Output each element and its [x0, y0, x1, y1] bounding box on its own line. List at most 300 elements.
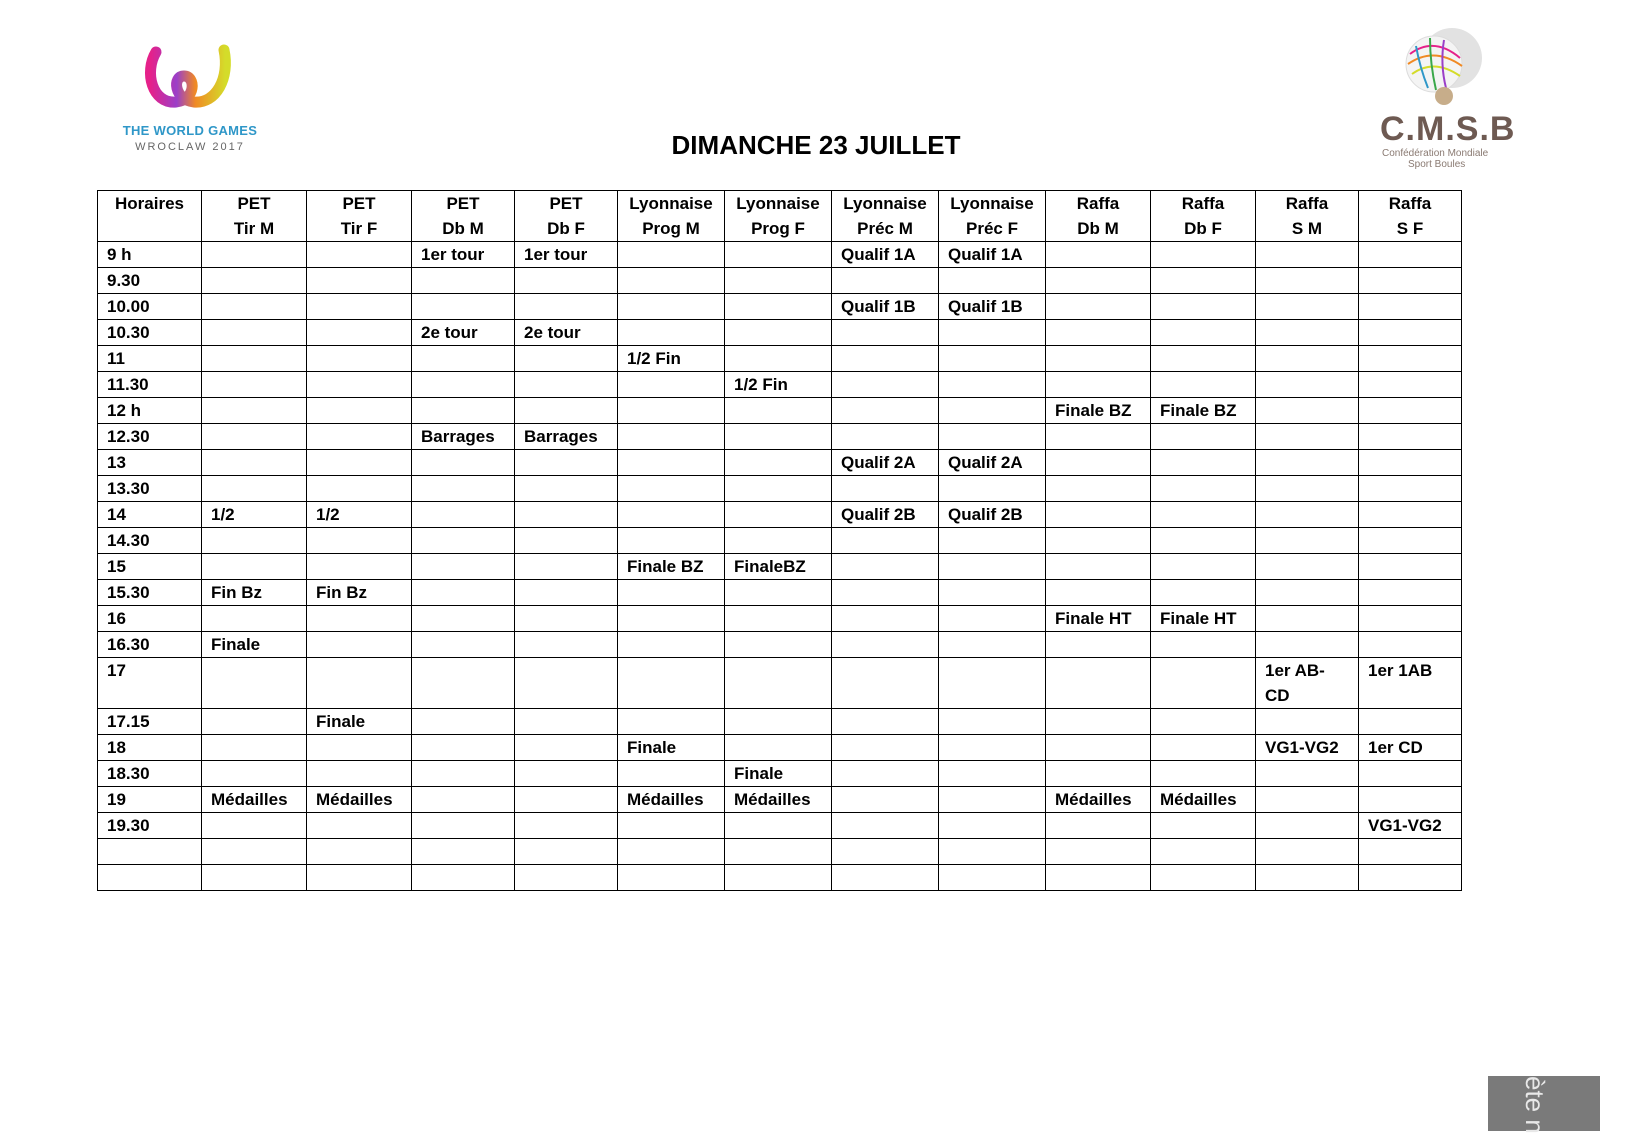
event-cell [307, 450, 412, 476]
event-cell [412, 502, 515, 528]
event-cell [618, 709, 725, 735]
event-cell [412, 528, 515, 554]
column-header-line-2: Db F [1184, 219, 1222, 238]
event-cell [515, 865, 618, 891]
time-cell: 19.30 [98, 813, 202, 839]
event-cell [515, 658, 618, 709]
column-header-line-1: Raffa [1388, 194, 1432, 213]
event-cell [515, 839, 618, 865]
event-cell [1256, 450, 1359, 476]
event-cell [832, 424, 939, 450]
time-cell: 17 [98, 658, 202, 709]
event-cell [412, 268, 515, 294]
event-cell [725, 320, 832, 346]
event-cell [1359, 242, 1462, 268]
column-header-line-1: Lyonnaise [843, 194, 927, 213]
event-cell [1359, 554, 1462, 580]
column-header-line-2: Préc M [857, 219, 913, 238]
event-cell [725, 398, 832, 424]
column-header-line-1: Horaires [115, 194, 184, 213]
globe-icon [1390, 24, 1490, 112]
event-cell: Qualif 2A [939, 450, 1046, 476]
event-cell [515, 294, 618, 320]
cmsb-subtitle-1: Confédération Mondiale [1382, 148, 1489, 159]
event-cell [307, 320, 412, 346]
column-header-line-2: Prog M [642, 219, 700, 238]
event-cell [939, 580, 1046, 606]
event-cell [832, 528, 939, 554]
event-cell [1151, 242, 1256, 268]
event-cell [515, 709, 618, 735]
event-cell [307, 735, 412, 761]
event-cell [412, 735, 515, 761]
event-cell [1151, 813, 1256, 839]
time-cell: 9.30 [98, 268, 202, 294]
event-cell [1151, 372, 1256, 398]
event-cell [515, 787, 618, 813]
event-cell [1359, 346, 1462, 372]
column-header-line-2: Prog F [751, 219, 805, 238]
time-cell: 12 h [98, 398, 202, 424]
time-cell: 12.30 [98, 424, 202, 450]
time-cell: 16.30 [98, 632, 202, 658]
event-cell: Médailles [307, 787, 412, 813]
event-cell [412, 554, 515, 580]
event-cell [202, 839, 307, 865]
time-cell: 17.15 [98, 709, 202, 735]
column-header-line-1: Raffa [1285, 194, 1329, 213]
time-cell [98, 839, 202, 865]
event-cell [1359, 632, 1462, 658]
event-cell [515, 580, 618, 606]
event-cell: Qualif 2B [832, 502, 939, 528]
event-cell [832, 632, 939, 658]
column-header [98, 191, 202, 242]
event-cell: Qualif 1A [832, 242, 939, 268]
event-cell [307, 865, 412, 891]
event-cell: 1er CD [1359, 735, 1462, 761]
event-cell [515, 528, 618, 554]
event-cell [618, 398, 725, 424]
event-cell [412, 294, 515, 320]
column-header-line-2: Tir M [233, 219, 275, 238]
event-cell: Fin Bz [307, 580, 412, 606]
event-cell [832, 580, 939, 606]
event-cell [1151, 839, 1256, 865]
event-cell [618, 580, 725, 606]
event-cell [307, 372, 412, 398]
column-header-line-2: Db M [442, 219, 484, 238]
event-cell: 2e tour [515, 320, 618, 346]
event-cell: Finale BZ [1151, 398, 1256, 424]
event-cell [939, 839, 1046, 865]
event-cell [1046, 450, 1151, 476]
event-cell [202, 528, 307, 554]
event-cell [307, 813, 412, 839]
event-cell [939, 320, 1046, 346]
column-header-line-1: Lyonnaise [736, 194, 820, 213]
column-header-line-2: Db M [1077, 219, 1119, 238]
event-cell [832, 761, 939, 787]
event-cell [1256, 528, 1359, 554]
event-cell [618, 450, 725, 476]
event-cell [1046, 761, 1151, 787]
time-cell: 11.30 [98, 372, 202, 398]
world-games-city: WROCLAW 2017 [135, 141, 245, 153]
time-cell: 16 [98, 606, 202, 632]
event-cell [515, 346, 618, 372]
event-cell [1151, 761, 1256, 787]
event-cell [412, 839, 515, 865]
event-cell [832, 735, 939, 761]
table-header-row [98, 191, 1462, 242]
event-cell [1256, 268, 1359, 294]
table-row [98, 476, 1462, 502]
event-cell: Médailles [618, 787, 725, 813]
time-cell: 14 [98, 502, 202, 528]
column-header-line-2: S M [1291, 219, 1323, 238]
event-cell [618, 632, 725, 658]
event-cell [412, 865, 515, 891]
column-header-line-2: Db F [547, 219, 585, 238]
event-cell [1359, 865, 1462, 891]
schedule-table [97, 190, 1462, 891]
table-row [98, 787, 1462, 813]
event-cell [1046, 476, 1151, 502]
page-title: DIMANCHE 23 JUILLET [671, 130, 961, 160]
event-cell [1151, 346, 1256, 372]
table-row [98, 865, 1462, 891]
event-cell: Qualif 1A [939, 242, 1046, 268]
event-cell [832, 606, 939, 632]
column-header-line-1: Raffa [1181, 194, 1225, 213]
corner-tab[interactable] [1488, 1076, 1600, 1134]
event-cell [202, 450, 307, 476]
event-cell [618, 294, 725, 320]
time-cell: 18 [98, 735, 202, 761]
event-cell [1046, 813, 1151, 839]
table-row [98, 632, 1462, 658]
time-cell: 10.00 [98, 294, 202, 320]
event-cell [1256, 294, 1359, 320]
event-cell [725, 450, 832, 476]
event-cell [1256, 580, 1359, 606]
event-cell [832, 372, 939, 398]
table-row [98, 606, 1462, 632]
table-row [98, 761, 1462, 787]
event-cell [1046, 658, 1151, 709]
event-cell [515, 813, 618, 839]
event-cell [307, 528, 412, 554]
event-cell [412, 580, 515, 606]
event-cell [939, 372, 1046, 398]
time-cell: 18.30 [98, 761, 202, 787]
event-cell [1256, 424, 1359, 450]
event-cell [1359, 450, 1462, 476]
event-cell [202, 242, 307, 268]
table-row [98, 554, 1462, 580]
event-cell [725, 813, 832, 839]
column-header [832, 191, 939, 242]
event-cell [1359, 839, 1462, 865]
column-header [618, 191, 725, 242]
column-header-line-1: Raffa [1076, 194, 1120, 213]
event-cell [202, 813, 307, 839]
event-cell [832, 554, 939, 580]
event-cell [939, 709, 1046, 735]
event-cell: 1er AB-CD [1256, 658, 1359, 709]
event-cell [307, 839, 412, 865]
column-header-line-2: Tir F [340, 219, 378, 238]
event-cell [939, 268, 1046, 294]
event-cell [515, 398, 618, 424]
table-row [98, 320, 1462, 346]
column-header [1046, 191, 1151, 242]
column-header [412, 191, 515, 242]
event-cell [202, 424, 307, 450]
table-row [98, 424, 1462, 450]
column-header-line-1: PET [446, 194, 480, 213]
event-cell [939, 813, 1046, 839]
event-cell: Qualif 2B [939, 502, 1046, 528]
event-cell [725, 502, 832, 528]
event-cell: Médailles [202, 787, 307, 813]
time-cell: 13.30 [98, 476, 202, 502]
event-cell [202, 372, 307, 398]
event-cell: 1/2 Fin [618, 346, 725, 372]
event-cell: VG1-VG2 [1256, 735, 1359, 761]
event-cell [1256, 709, 1359, 735]
world-games-swirl-icon [142, 42, 238, 114]
event-cell [1256, 787, 1359, 813]
column-header-line-1: PET [549, 194, 583, 213]
table-row [98, 294, 1462, 320]
event-cell [725, 268, 832, 294]
event-cell [1151, 450, 1256, 476]
event-cell: Médailles [1151, 787, 1256, 813]
event-cell: Finale HT [1046, 606, 1151, 632]
event-cell [725, 658, 832, 709]
table-row [98, 268, 1462, 294]
event-cell [307, 761, 412, 787]
event-cell [618, 502, 725, 528]
event-cell [1359, 606, 1462, 632]
event-cell [1151, 554, 1256, 580]
event-cell [1046, 268, 1151, 294]
event-cell [515, 632, 618, 658]
event-cell [1359, 476, 1462, 502]
event-cell [725, 346, 832, 372]
event-cell [618, 606, 725, 632]
event-cell [1151, 580, 1256, 606]
event-cell [202, 554, 307, 580]
event-cell [202, 735, 307, 761]
time-cell: 9 h [98, 242, 202, 268]
page-title-wrapper [0, 130, 1632, 161]
event-cell [939, 787, 1046, 813]
event-cell [412, 813, 515, 839]
event-cell [1151, 658, 1256, 709]
event-cell [618, 424, 725, 450]
event-cell [307, 346, 412, 372]
event-cell [1359, 709, 1462, 735]
event-cell [618, 658, 725, 709]
event-cell: Finale BZ [618, 554, 725, 580]
event-cell [1359, 294, 1462, 320]
event-cell [1046, 372, 1151, 398]
event-cell [1151, 268, 1256, 294]
event-cell [1359, 268, 1462, 294]
event-cell [412, 632, 515, 658]
event-cell [618, 268, 725, 294]
event-cell [1151, 735, 1256, 761]
event-cell: 1/2 [307, 502, 412, 528]
event-cell [1046, 632, 1151, 658]
event-cell [515, 268, 618, 294]
event-cell [1359, 787, 1462, 813]
event-cell [939, 735, 1046, 761]
event-cell [1046, 580, 1151, 606]
table-row [98, 450, 1462, 476]
event-cell [832, 346, 939, 372]
event-cell: Médailles [725, 787, 832, 813]
event-cell [939, 554, 1046, 580]
event-cell [1151, 294, 1256, 320]
event-cell [412, 450, 515, 476]
event-cell [939, 865, 1046, 891]
event-cell [618, 528, 725, 554]
column-header-line-1: PET [237, 194, 271, 213]
event-cell [725, 424, 832, 450]
event-cell [725, 294, 832, 320]
event-cell: Qualif 1B [832, 294, 939, 320]
event-cell [939, 528, 1046, 554]
event-cell [515, 761, 618, 787]
event-cell [202, 658, 307, 709]
event-cell: Qualif 2A [832, 450, 939, 476]
event-cell [1359, 580, 1462, 606]
event-cell [725, 839, 832, 865]
column-header-line-2: S F [1396, 219, 1424, 238]
event-cell [202, 606, 307, 632]
event-cell [412, 787, 515, 813]
event-cell: Finale [307, 709, 412, 735]
event-cell [202, 865, 307, 891]
event-cell [412, 761, 515, 787]
event-cell [515, 450, 618, 476]
event-cell [202, 346, 307, 372]
event-cell [1256, 632, 1359, 658]
event-cell [1256, 372, 1359, 398]
table-row [98, 839, 1462, 865]
event-cell [1046, 865, 1151, 891]
event-cell [725, 865, 832, 891]
time-cell: 11 [98, 346, 202, 372]
event-cell [939, 658, 1046, 709]
event-cell [202, 761, 307, 787]
event-cell [1151, 320, 1256, 346]
event-cell: FinaleBZ [725, 554, 832, 580]
event-cell [307, 554, 412, 580]
event-cell: Qualif 1B [939, 294, 1046, 320]
event-cell [618, 320, 725, 346]
event-cell [1151, 424, 1256, 450]
event-cell: Fin Bz [202, 580, 307, 606]
table-row [98, 580, 1462, 606]
time-cell: 19 [98, 787, 202, 813]
event-cell [1046, 320, 1151, 346]
event-cell [1151, 865, 1256, 891]
event-cell: 1/2 Fin [725, 372, 832, 398]
event-cell [307, 606, 412, 632]
event-cell [307, 658, 412, 709]
event-cell [725, 242, 832, 268]
event-cell [618, 242, 725, 268]
event-cell [1256, 242, 1359, 268]
event-cell [1359, 398, 1462, 424]
event-cell [1256, 502, 1359, 528]
event-cell [202, 320, 307, 346]
event-cell [832, 865, 939, 891]
event-cell [1046, 424, 1151, 450]
corner-tab-label: ète n [1520, 1076, 1550, 1134]
event-cell [412, 709, 515, 735]
event-cell [1046, 735, 1151, 761]
column-header-line-2: Préc F [966, 219, 1018, 238]
event-cell [618, 372, 725, 398]
event-cell [939, 398, 1046, 424]
event-cell [1256, 476, 1359, 502]
event-cell [1151, 476, 1256, 502]
event-cell: VG1-VG2 [1359, 813, 1462, 839]
event-cell [939, 346, 1046, 372]
event-cell [1359, 424, 1462, 450]
table-row [98, 735, 1462, 761]
event-cell [515, 502, 618, 528]
event-cell [832, 787, 939, 813]
event-cell [307, 476, 412, 502]
event-cell [515, 554, 618, 580]
table-row [98, 658, 1462, 709]
event-cell [412, 476, 515, 502]
event-cell [1256, 839, 1359, 865]
event-cell [307, 294, 412, 320]
event-cell [515, 372, 618, 398]
table-row [98, 502, 1462, 528]
event-cell [939, 476, 1046, 502]
event-cell: Finale [202, 632, 307, 658]
event-cell [832, 320, 939, 346]
event-cell: 2e tour [412, 320, 515, 346]
event-cell [515, 476, 618, 502]
event-cell [1359, 502, 1462, 528]
event-cell [412, 346, 515, 372]
column-header [202, 191, 307, 242]
event-cell [1046, 709, 1151, 735]
event-cell [1359, 372, 1462, 398]
event-cell [1046, 502, 1151, 528]
event-cell [1256, 398, 1359, 424]
event-cell [725, 476, 832, 502]
time-cell: 15 [98, 554, 202, 580]
event-cell [618, 813, 725, 839]
column-header [1359, 191, 1462, 242]
event-cell [307, 268, 412, 294]
event-cell [1151, 709, 1256, 735]
event-cell [412, 398, 515, 424]
event-cell [307, 242, 412, 268]
event-cell [1256, 813, 1359, 839]
